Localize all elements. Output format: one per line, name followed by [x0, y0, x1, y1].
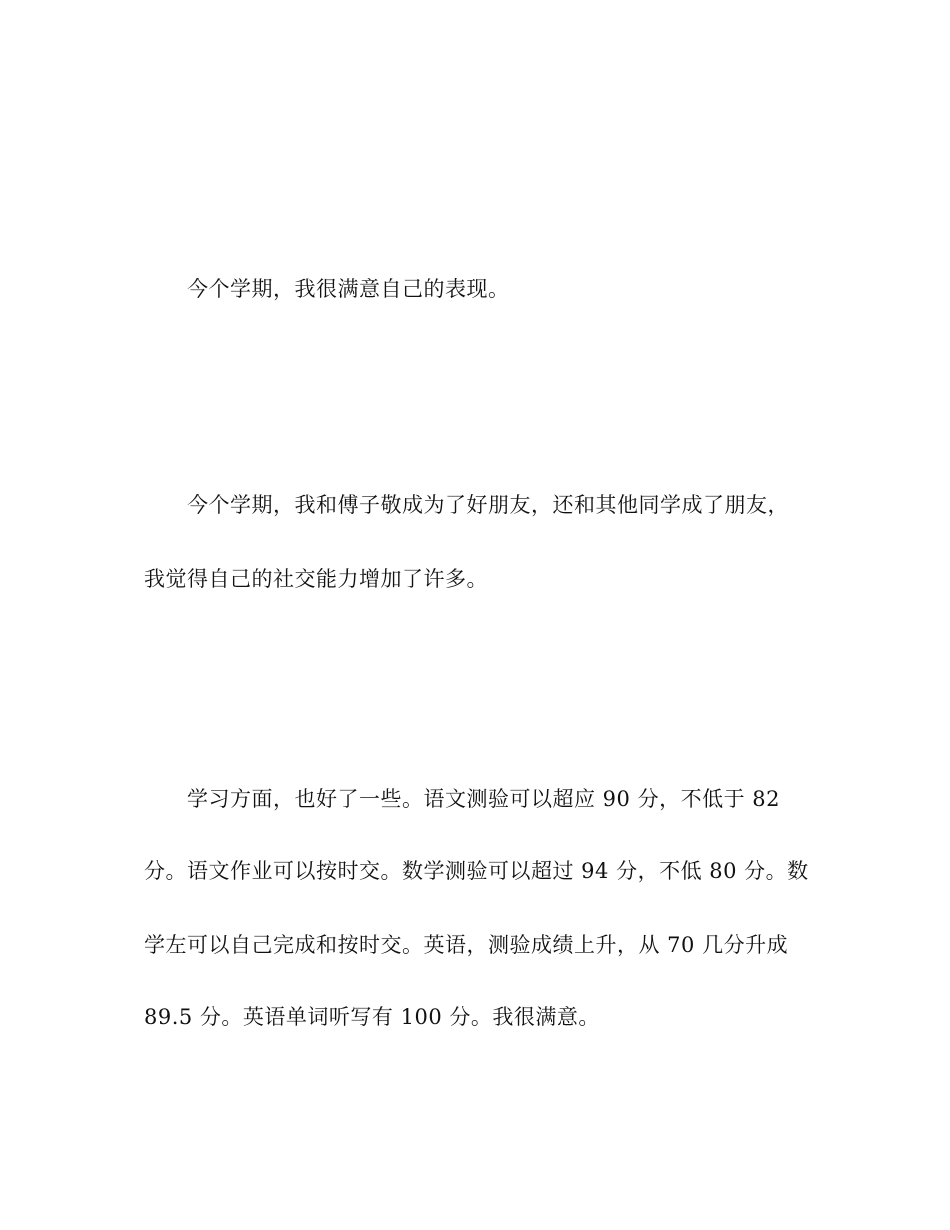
paragraph-line: 分。语文作业可以按时交。数学测验可以超过 94 分，不低 80 分。数: [144, 859, 809, 883]
paragraph-line: 今个学期，我很满意自己的表现。: [187, 277, 510, 301]
paragraph-line: 我觉得自己的社交能力增加了许多。: [144, 567, 488, 591]
paragraph-line: 今个学期，我和傅子敬成为了好朋友，还和其他同学成了朋友，: [187, 493, 789, 517]
paragraph-line: 学习方面，也好了一些。语文测验可以超应 90 分，不低于 82: [187, 787, 780, 811]
paragraph-line: 89.5 分。英语单词听写有 100 分。我很满意。: [144, 1005, 600, 1029]
paragraph-line: 学左可以自己完成和按时交。英语，测验成绩上升，从 70 几分升成: [144, 933, 789, 957]
